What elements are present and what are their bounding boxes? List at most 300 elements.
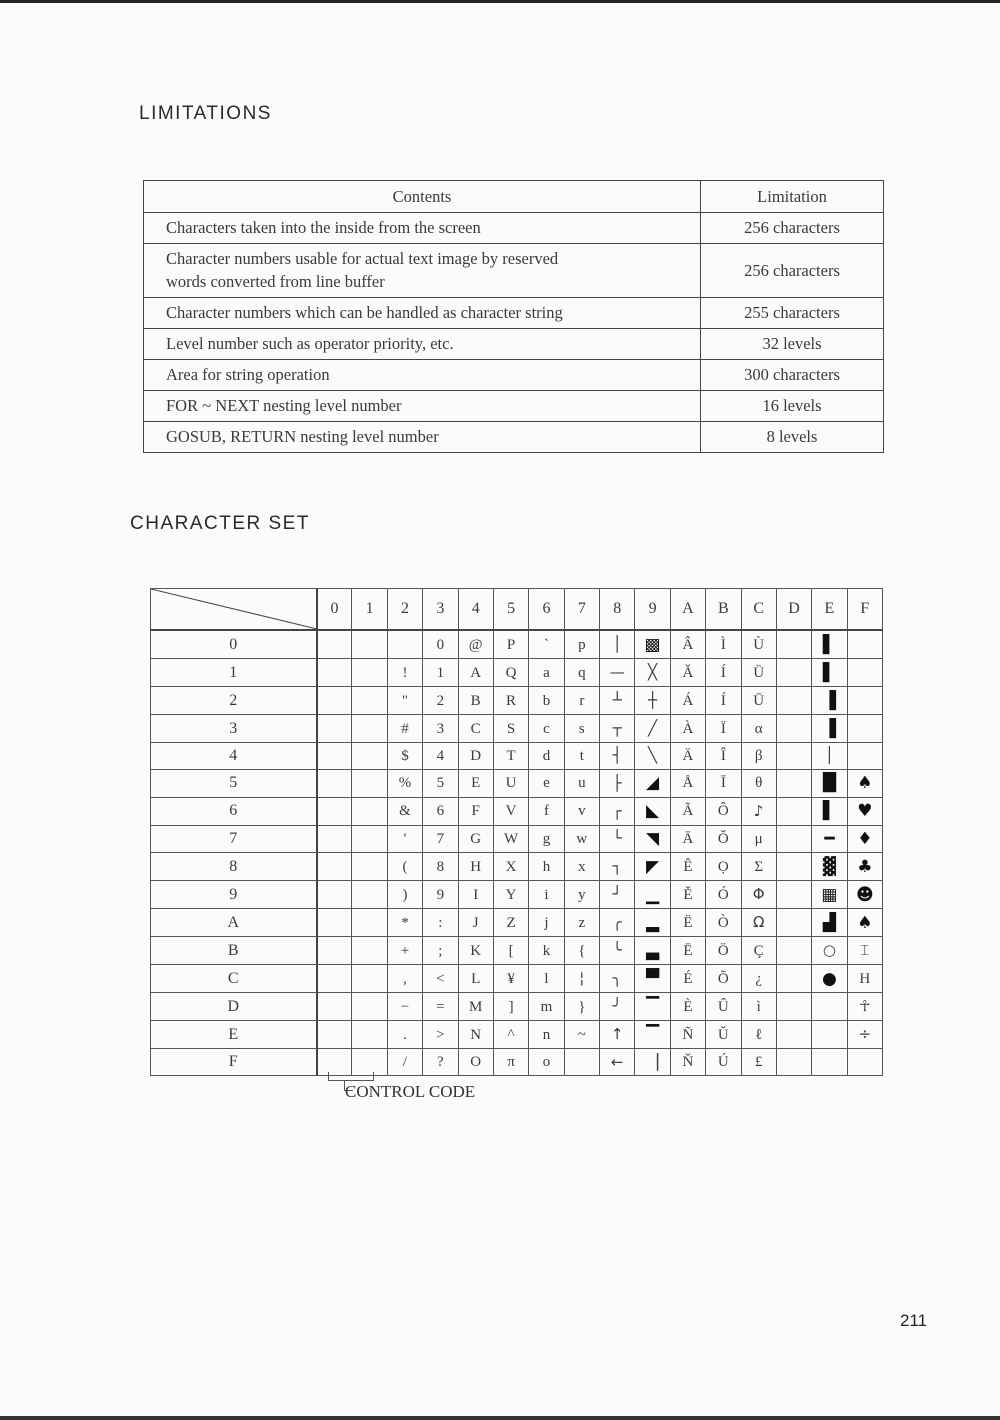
char-cell (529, 825, 564, 853)
char-cell (529, 1049, 564, 1076)
character-glyph: ⌶ (860, 941, 870, 960)
char-cell (387, 909, 422, 937)
char-cell (847, 825, 882, 853)
table-row (144, 213, 884, 244)
character-glyph: ☥ (859, 997, 871, 1016)
char-cell (529, 993, 564, 1021)
character-glyph: m (540, 998, 553, 1015)
character-glyph: b (542, 692, 551, 709)
char-cell (352, 965, 387, 993)
char-cell (387, 993, 422, 1021)
char-cell (776, 797, 811, 825)
contents-cell: Level number such as operator priority, etc. (144, 329, 701, 360)
character-glyph: f (543, 803, 549, 820)
char-cell (600, 1021, 635, 1049)
character-glyph: − (400, 998, 410, 1015)
char-cell (352, 909, 387, 937)
char-cell (423, 937, 458, 965)
char-cell (812, 993, 847, 1021)
char-cell (564, 965, 599, 993)
character-glyph: q (578, 664, 586, 681)
char-cell (352, 993, 387, 1021)
char-cell (670, 881, 705, 909)
column-header: C (741, 589, 776, 631)
char-cell (741, 993, 776, 1021)
character-glyph: Φ (752, 885, 765, 904)
char-cell (670, 742, 705, 769)
char-cell (458, 659, 493, 687)
char-cell (317, 742, 352, 769)
char-cell (706, 909, 741, 937)
char-cell (458, 715, 493, 743)
character-glyph: ◤ (646, 856, 660, 877)
char-cell (317, 937, 352, 965)
char-cell (423, 909, 458, 937)
character-glyph: K (470, 942, 482, 959)
char-cell (458, 742, 493, 769)
character-glyph: ♥ (857, 801, 873, 822)
limit-cell: 256 characters (701, 244, 884, 298)
character-glyph: w (576, 830, 588, 847)
char-cell (812, 909, 847, 937)
char-cell (564, 825, 599, 853)
char-cell (847, 1021, 882, 1049)
character-glyph: Ě (683, 886, 693, 903)
character-glyph: e (543, 775, 550, 792)
char-cell (387, 630, 422, 659)
char-cell (352, 825, 387, 853)
char-cell (317, 687, 352, 715)
table-row (151, 965, 883, 993)
char-cell (776, 909, 811, 937)
char-cell (741, 1021, 776, 1049)
char-cell (776, 825, 811, 853)
char-cell (706, 630, 741, 659)
char-cell (458, 965, 493, 993)
character-glyph: ) (402, 886, 408, 903)
character-glyph: ? (436, 1054, 444, 1071)
character-glyph: ¿ (755, 970, 763, 987)
char-cell (387, 937, 422, 965)
table-row (151, 659, 883, 687)
char-cell (670, 687, 705, 715)
character-glyph: ┌ (612, 801, 622, 820)
character-glyph: M (469, 998, 483, 1015)
character-glyph: ♠ (857, 773, 873, 794)
character-glyph: ; (438, 942, 443, 959)
character-glyph: █ (822, 773, 836, 794)
control-code-label: CONTROL CODE (345, 1082, 476, 1101)
char-cell (776, 881, 811, 909)
char-cell (352, 742, 387, 769)
char-cell (847, 797, 882, 825)
table-row (151, 1049, 883, 1076)
char-cell (600, 1049, 635, 1076)
bottom-edge-rule (0, 1416, 1000, 1420)
limit-cell: 255 characters (701, 298, 884, 329)
char-cell (493, 1049, 528, 1076)
char-cell (635, 742, 670, 769)
character-glyph: H (470, 858, 482, 875)
char-cell (317, 630, 352, 659)
character-glyph: Ω (752, 913, 765, 932)
character-glyph: Ä (682, 747, 694, 764)
table-row (151, 881, 883, 909)
char-cell (564, 909, 599, 937)
char-cell (352, 797, 387, 825)
char-cell (776, 1021, 811, 1049)
row-header: 1 (151, 659, 317, 687)
character-set-table (150, 588, 883, 1076)
character-glyph: ╮ (612, 969, 622, 988)
char-cell (741, 742, 776, 769)
character-glyph: μ (754, 830, 763, 847)
contents-cell: Character numbers which can be handled as character string (144, 298, 701, 329)
character-glyph: Ê (683, 858, 693, 875)
character-glyph: d (542, 747, 551, 764)
char-cell (564, 742, 599, 769)
character-glyph: & (399, 803, 411, 820)
char-cell (564, 630, 599, 659)
character-glyph: 7 (436, 830, 445, 847)
character-glyph: v (578, 803, 586, 820)
char-cell (600, 742, 635, 769)
character-glyph: k (542, 942, 551, 959)
char-cell (635, 1049, 670, 1076)
character-glyph: Í (720, 692, 726, 709)
limit-cell: 16 levels (701, 391, 884, 422)
char-cell (423, 630, 458, 659)
table-row (151, 993, 883, 1021)
character-glyph: G (470, 830, 482, 847)
char-cell (529, 630, 564, 659)
char-cell (352, 769, 387, 797)
char-cell (635, 797, 670, 825)
table-row (151, 937, 883, 965)
char-cell (741, 687, 776, 715)
char-cell (387, 769, 422, 797)
character-glyph: Ọ (717, 858, 729, 875)
char-cell (670, 853, 705, 881)
char-cell (352, 630, 387, 659)
character-glyph: │ (824, 746, 834, 765)
char-cell (423, 825, 458, 853)
table-row (144, 360, 884, 391)
char-cell (493, 687, 528, 715)
char-cell (458, 853, 493, 881)
char-cell (741, 853, 776, 881)
char-cell (564, 881, 599, 909)
column-header: 4 (458, 589, 493, 631)
character-glyph: % (398, 775, 412, 792)
character-glyph: β (754, 747, 763, 764)
table-row (144, 422, 884, 453)
char-cell (600, 715, 635, 743)
char-cell (564, 993, 599, 1021)
character-glyph: ┘ (612, 885, 622, 904)
char-cell (493, 742, 528, 769)
char-cell (706, 965, 741, 993)
char-cell (741, 797, 776, 825)
char-cell (706, 715, 741, 743)
char-cell (529, 769, 564, 797)
row-header: 4 (151, 742, 317, 769)
character-glyph: ╭ (612, 913, 622, 932)
char-cell (812, 965, 847, 993)
table-row (151, 687, 883, 715)
character-glyph: Ā (682, 830, 694, 847)
char-cell (458, 687, 493, 715)
row-header: F (151, 1049, 317, 1076)
char-cell (529, 881, 564, 909)
char-cell (741, 965, 776, 993)
contents-line: words converted from line buffer (166, 272, 385, 291)
character-glyph: Ì (720, 636, 726, 653)
character-glyph: ☻ (855, 884, 874, 905)
character-glyph: ┼ (648, 691, 658, 710)
character-glyph: R (506, 692, 517, 709)
corner-cell (151, 589, 317, 631)
char-cell (458, 881, 493, 909)
character-glyph: ÷ (858, 1025, 872, 1044)
character-glyph: U (505, 775, 517, 792)
char-cell (706, 853, 741, 881)
char-cell (600, 797, 635, 825)
character-glyph: ▩ (644, 634, 661, 655)
char-cell (600, 630, 635, 659)
character-glyph: ╰ (612, 941, 622, 960)
char-cell (493, 881, 528, 909)
row-header: 8 (151, 853, 317, 881)
char-cell (776, 993, 811, 1021)
character-glyph: V (505, 803, 517, 820)
char-cell (670, 825, 705, 853)
char-cell (600, 659, 635, 687)
column-header: 8 (600, 589, 635, 631)
contents-cell: Area for string operation (144, 360, 701, 391)
character-glyph: Ú (717, 1054, 729, 1071)
character-glyph: ♠ (857, 912, 873, 933)
character-glyph: ↑ (610, 1025, 624, 1044)
character-set-heading: CHARACTER SET (130, 513, 310, 534)
character-glyph: 6 (436, 803, 445, 820)
char-cell (741, 1049, 776, 1076)
character-glyph: ╲ (648, 746, 658, 765)
character-glyph: 3 (436, 720, 445, 737)
contents-cell: GOSUB, RETURN nesting level number (144, 422, 701, 453)
character-glyph: " (401, 692, 408, 709)
table-row (151, 742, 883, 769)
char-cell (352, 715, 387, 743)
character-glyph: ▐ (822, 718, 836, 739)
char-cell (670, 769, 705, 797)
character-glyph: Ǔ (717, 1026, 729, 1043)
char-cell (812, 630, 847, 659)
char-cell (458, 1049, 493, 1076)
char-cell (564, 1021, 599, 1049)
character-glyph: 0 (436, 636, 445, 653)
char-cell (493, 937, 528, 965)
char-cell (317, 993, 352, 1021)
char-cell (458, 797, 493, 825)
char-cell (423, 1049, 458, 1076)
char-cell (458, 825, 493, 853)
character-glyph: @ (468, 636, 483, 653)
char-cell (706, 742, 741, 769)
character-glyph: ▂ (646, 912, 660, 933)
character-glyph: D (470, 747, 482, 764)
character-glyph: Ò (717, 914, 729, 931)
character-glyph: Σ (754, 858, 764, 875)
char-cell (741, 881, 776, 909)
character-glyph: ▌ (822, 634, 836, 655)
character-glyph: ▌ (822, 662, 836, 683)
char-cell (529, 853, 564, 881)
character-glyph: a (543, 664, 550, 681)
character-glyph: ╱ (648, 719, 658, 737)
charset-header-row (151, 589, 883, 631)
char-cell (670, 659, 705, 687)
char-cell (635, 659, 670, 687)
char-cell (317, 769, 352, 797)
char-cell (812, 769, 847, 797)
character-glyph: ^ (507, 1026, 515, 1043)
char-cell (670, 965, 705, 993)
char-cell (387, 687, 422, 715)
character-glyph: j (544, 914, 549, 931)
character-glyph: Ó (717, 886, 729, 903)
column-header: 9 (635, 589, 670, 631)
char-cell (706, 1049, 741, 1076)
char-cell (564, 1049, 599, 1076)
char-cell (847, 630, 882, 659)
char-cell (741, 630, 776, 659)
contents-cell: FOR ~ NEXT nesting level number (144, 391, 701, 422)
character-glyph: Ē (683, 942, 693, 959)
char-cell (600, 937, 635, 965)
character-glyph: È (683, 998, 693, 1015)
char-cell (812, 715, 847, 743)
character-glyph: O (470, 1054, 482, 1071)
top-edge-rule (0, 0, 1000, 3)
character-glyph: Û (717, 998, 729, 1015)
character-glyph: E (471, 775, 481, 792)
column-header: 6 (529, 589, 564, 631)
char-cell (529, 797, 564, 825)
char-cell (564, 687, 599, 715)
char-cell (352, 937, 387, 965)
char-cell (847, 853, 882, 881)
char-cell (741, 825, 776, 853)
character-glyph: ┤ (612, 746, 622, 765)
character-glyph: h (542, 858, 551, 875)
char-cell (635, 630, 670, 659)
character-glyph: t (579, 747, 584, 764)
limit-cell: 32 levels (701, 329, 884, 360)
column-header: 5 (493, 589, 528, 631)
character-glyph: ▔ (646, 1024, 660, 1045)
char-cell (493, 909, 528, 937)
char-cell (493, 993, 528, 1021)
table-row (144, 329, 884, 360)
character-glyph: — (609, 663, 625, 682)
character-glyph: 9 (436, 886, 445, 903)
char-cell (741, 937, 776, 965)
character-glyph: ▁ (646, 884, 660, 905)
char-cell (847, 965, 882, 993)
char-cell (776, 715, 811, 743)
character-glyph: P (506, 636, 516, 653)
char-cell (635, 687, 670, 715)
char-cell (352, 659, 387, 687)
char-cell (776, 853, 811, 881)
char-cell (387, 853, 422, 881)
row-header: C (151, 965, 317, 993)
character-glyph: F (471, 803, 480, 820)
character-glyph: α (754, 720, 763, 737)
row-header: 3 (151, 715, 317, 743)
char-cell (600, 909, 635, 937)
char-cell (317, 825, 352, 853)
char-cell (776, 937, 811, 965)
char-cell (493, 797, 528, 825)
limit-cell: 256 characters (701, 213, 884, 244)
character-glyph: J (472, 914, 479, 931)
character-glyph: # (401, 720, 409, 737)
char-cell (423, 659, 458, 687)
char-cell (741, 769, 776, 797)
character-glyph: C (470, 720, 481, 737)
character-glyph: S (506, 720, 516, 737)
character-glyph: s (578, 720, 585, 737)
character-glyph: B (470, 692, 481, 709)
character-glyph: [ (508, 942, 514, 959)
char-cell (776, 630, 811, 659)
char-cell (635, 881, 670, 909)
character-glyph: { (578, 942, 586, 959)
char-cell (847, 769, 882, 797)
table-row (151, 630, 883, 659)
char-cell (670, 1021, 705, 1049)
char-cell (529, 909, 564, 937)
char-cell (706, 825, 741, 853)
column-header: D (776, 589, 811, 631)
character-glyph: + (400, 942, 410, 959)
char-cell (812, 853, 847, 881)
character-glyph: Ū (753, 692, 765, 709)
char-cell (387, 965, 422, 993)
character-glyph: Z (506, 914, 516, 931)
character-glyph: ' (403, 830, 407, 847)
char-cell (706, 659, 741, 687)
char-cell (493, 630, 528, 659)
character-glyph: X (505, 858, 517, 875)
char-cell (387, 881, 422, 909)
character-glyph: Ô (717, 803, 729, 820)
row-header: A (151, 909, 317, 937)
char-cell (423, 687, 458, 715)
character-glyph: ] (508, 998, 514, 1015)
character-glyph: H (859, 970, 871, 987)
row-header: 2 (151, 687, 317, 715)
char-cell (706, 881, 741, 909)
character-glyph: ♣ (857, 856, 873, 877)
table-row (151, 909, 883, 937)
char-cell (352, 853, 387, 881)
char-cell (847, 742, 882, 769)
table-row (151, 1021, 883, 1049)
char-cell (812, 1021, 847, 1049)
